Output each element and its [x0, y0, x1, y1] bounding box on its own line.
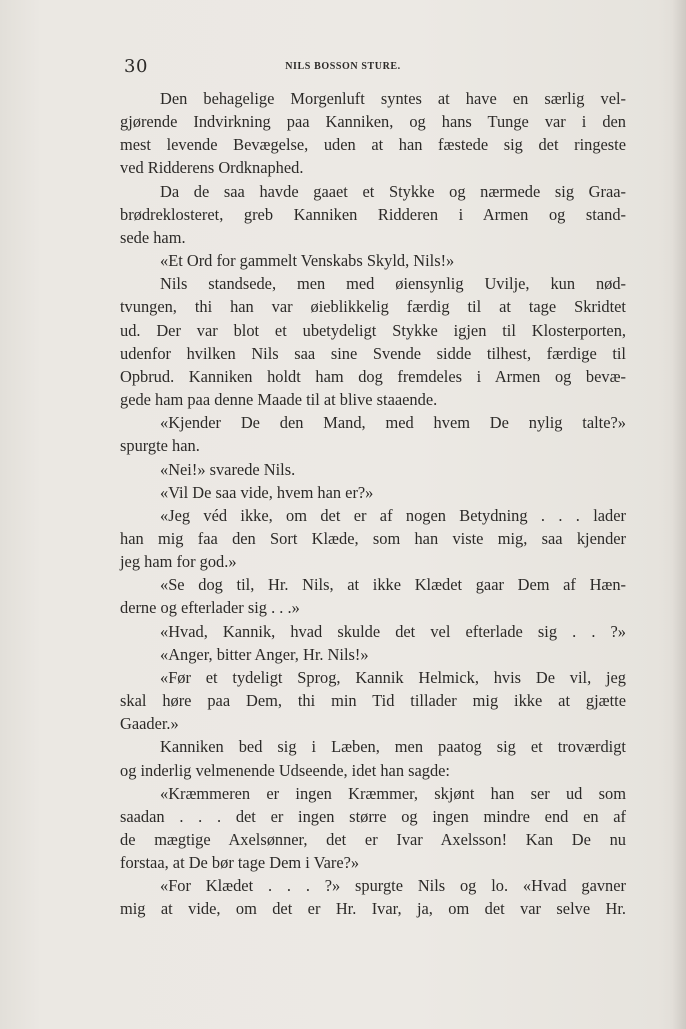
text-line: gjørende Indvirkning paa Kanniken, og hans Tunge var i den [120, 112, 626, 132]
text-line: brødreklosteret, greb Kanniken Ridderen i Armen og stand- [120, 204, 626, 224]
text-line: «Jeg véd ikke, om det er af nogen Betydning . . . lader [160, 505, 626, 525]
text-line: spurgte han. [120, 436, 200, 456]
text-line: jeg ham for god.» [120, 552, 237, 572]
text-line: «Hvad, Kannik, hvad skulde det vel efterlade sig . . ?» [160, 621, 626, 641]
text-line: «Anger, bitter Anger, Hr. Nils!» [160, 644, 369, 664]
text-line: Den behagelige Morgenluft syntes at have en særlig vel- [160, 89, 626, 108]
text-line: «Vil De saa vide, hvem han er?» [160, 482, 374, 502]
text-line: Nils standsede, men med øiensynlig Uvilje, kun nød- [160, 274, 626, 294]
text-line: han mig faa den Sort Klæde, som han viste mig, saa kjender [120, 528, 626, 548]
text-line: mig at vide, om det er Hr. Ivar, ja, om det var selve Hr. [120, 899, 626, 919]
text-line: tvungen, thi han var øieblikkelig færdig til at tage Skridtet [120, 297, 626, 317]
text-line: Kanniken bed sig i Læben, men paatog sig et troværdigt [160, 737, 626, 757]
text-line: «Før et tydeligt Sprog, Kannik Helmick, hvis De vil, jeg [160, 667, 626, 687]
page-number: 30 [124, 56, 148, 77]
text-line: ud. Der var blot et ubetydeligt Stykke igjen til Klosterporten, [120, 320, 626, 340]
text-line: Gaader.» [120, 714, 179, 734]
text-line: Da de saa havde gaaet et Stykke og nærmede sig Graa- [160, 181, 626, 201]
text-line: «Kjender De den Mand, med hvem De nylig talte?» [160, 413, 626, 433]
text-line: Opbrud. Kanniken holdt ham dog fremdeles i Armen og bevæ- [120, 366, 626, 386]
text-line: «For Klædet . . . ?» spurgte Nils og lo. «Hvad gavner [160, 876, 626, 896]
text-line: «Et Ord for gammelt Venskabs Skyld, Nils!» [160, 251, 455, 271]
body-text [120, 87, 626, 921]
page-edge-shadow [672, 0, 686, 1029]
running-title: NILS BOSSON STURE. [285, 61, 401, 72]
text-line: ved Ridderens Ordknaphed. [120, 158, 304, 178]
text-line: saadan . . . det er ingen større og ingen mindre end en af [120, 806, 626, 826]
text-line: mest levende Bevægelse, uden at han fæstede sig det ringeste [120, 135, 626, 155]
text-line: de mægtige Axelsønner, det er Ivar Axelsson! Kan De nu [120, 830, 626, 849]
text-line: skal høre paa Dem, thi min Tid tillader mig ikke at gjætte [120, 691, 626, 711]
text-line: og inderlig velmenende Udseende, idet han sagde: [120, 760, 450, 780]
text-line: «Se dog til, Hr. Nils, at ikke Klædet gaar Dem af Hæn- [160, 575, 626, 595]
text-line: forstaa, at De bør tage Dem i Vare?» [120, 853, 360, 873]
text-line: derne og efterlader sig . . .» [120, 598, 300, 618]
text-line: gede ham paa denne Maade til at blive staaende. [120, 390, 438, 410]
text-line: «Nei!» svarede Nils. [160, 459, 296, 479]
text-line: sede ham. [120, 227, 186, 247]
text-line: «Kræmmeren er ingen Kræmmer, skjønt han ser ud som [160, 783, 626, 803]
text-line: udenfor hvilken Nils saa sine Svende sidde tilhest, færdige til [120, 343, 626, 363]
